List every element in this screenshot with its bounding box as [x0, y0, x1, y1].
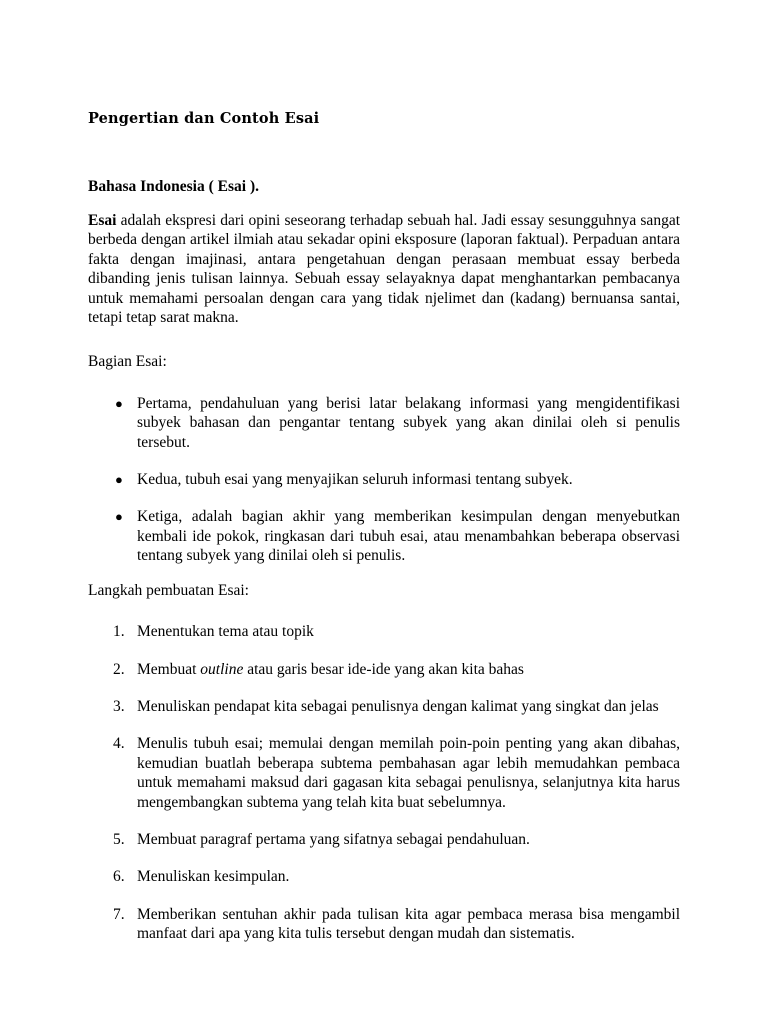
list-marker: 1.: [113, 623, 125, 641]
spacer: [88, 128, 680, 177]
intro-lead-word: Esai: [88, 212, 117, 229]
list-item: [88, 867, 680, 886]
list-marker: 6.: [113, 868, 125, 886]
list-item-text-before: Membuat: [137, 660, 201, 678]
section-heading: Bahasa Indonesia ( Esai ).: [88, 178, 259, 195]
parts-list: [88, 394, 680, 566]
spacer: [88, 196, 680, 211]
list-marker: 7.: [113, 905, 125, 923]
steps-label: Langkah pembuatan Esai:: [88, 581, 249, 599]
list-item-text: Memberikan sentuhan akhir pada tulisan kita agar pembaca merasa bisa mengambil manfaat dari apa yang kita tulis tersebut dengan mudah dan sistematis.: [137, 905, 680, 943]
list-marker: 4.: [113, 735, 125, 753]
document-body: [88, 110, 680, 944]
list-item-text-italic: outline: [200, 660, 244, 678]
list-item: [88, 734, 680, 812]
list-marker: 2.: [113, 660, 125, 678]
list-item: [88, 394, 680, 452]
intro-paragraph: [88, 211, 680, 327]
spacer: [88, 566, 680, 581]
list-item-text: Ketiga, adalah bagian akhir yang memberikan kesimpulan dengan menyebutkan kembali ide pokok, ringkasan dari tubuh esai, atau menambahkan beberapa observasi tentang subyek yang dinilai oleh si penulis.: [137, 508, 680, 565]
list-item-text: Menulis tubuh esai; memulai dengan memilah poin-poin penting yang akan dibahas, kemudian buatlah beberapa subtema pembahasan agar lebih memudahkan pembaca untuk memahami maksud dari gagasan kita sebagai penulisnya, selanjutnya kita harus mengembangkan subtema yang telah kita buat sebelumnya.: [137, 735, 680, 811]
bullet-icon: ●: [115, 509, 123, 525]
list-item: [88, 470, 680, 489]
list-item: [88, 660, 680, 679]
list-item-text: Menuliskan pendapat kita sebagai penulisnya dengan kalimat yang singkat dan jelas: [137, 697, 659, 715]
list-item-text: Menentukan tema atau topik: [137, 623, 314, 641]
list-item: [88, 905, 680, 944]
bullet-icon: ●: [115, 472, 123, 488]
list-item: [88, 697, 680, 716]
list-item-text: Pertama, pendahuluan yang berisi latar belakang informasi yang mengidentifikasi subyek bahasan dan pengantar tentang subyek yang akan dinilai oleh si penulis tersebut.: [137, 394, 680, 451]
intro-paragraph-text: adalah ekspresi dari opini seseorang terhadap sebuah hal. Jadi essay sesungguhnya sangat berbeda dengan artikel ilmiah atau sekadar opini eksposure (laporan faktual). Perpaduan antara fakta dengan imajinasi, antara pengetahuan dengan perasaan membuat essay berbeda dibanding jenis tulisan lainnya. Sebuah essay selayaknya dapat menghantarkan pembacanya untuk memahami persoalan dengan cara yang tidak njelimet dan (kadang) bernuansa santai, tetapi tetap sarat makna.: [88, 212, 680, 327]
list-item-text: Kedua, tubuh esai yang menyajikan seluruh informasi tentang subyek.: [137, 471, 573, 489]
list-marker: 5.: [113, 830, 125, 848]
spacer: [88, 600, 680, 622]
page-title: Pengertian dan Contoh Esai: [88, 110, 320, 127]
list-item: [88, 622, 680, 641]
parts-label: Bagian Esai:: [88, 353, 167, 371]
list-item-text: Menuliskan kesimpulan.: [137, 868, 290, 886]
list-marker: 3.: [113, 697, 125, 715]
spacer: [88, 372, 680, 394]
list-item-text: Membuat paragraf pertama yang sifatnya sebagai pendahuluan.: [137, 830, 530, 848]
list-item: [88, 830, 680, 849]
list-item-text: [137, 660, 680, 679]
list-item: [88, 507, 680, 565]
spacer: [88, 327, 680, 352]
list-item-text-after: atau garis besar ide-ide yang akan kita bahas: [243, 660, 524, 678]
bullet-icon: ●: [115, 395, 123, 411]
steps-list: [88, 622, 680, 943]
